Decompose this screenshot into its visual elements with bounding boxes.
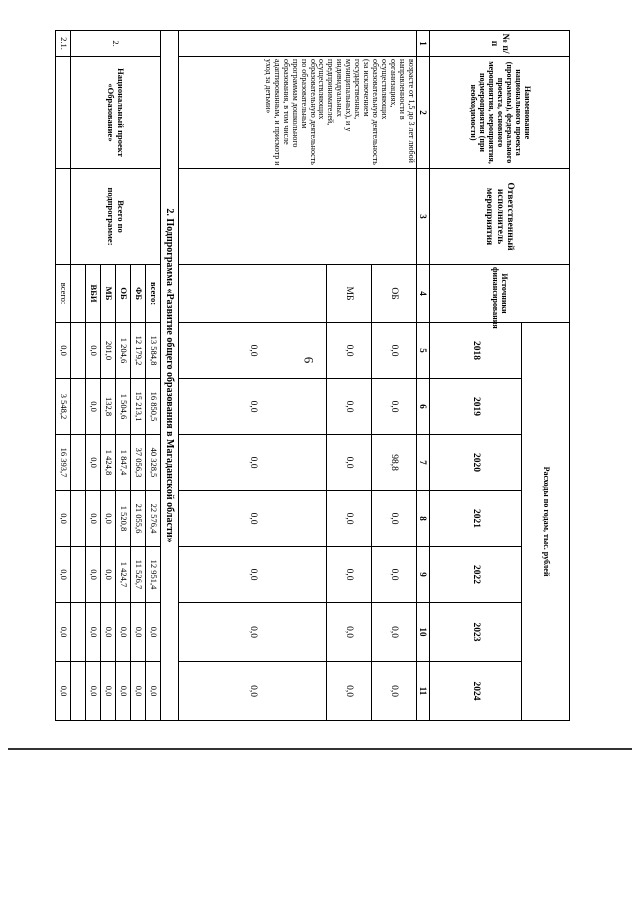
value-cell: 98,8: [372, 435, 417, 491]
value-cell: 0,0: [56, 323, 71, 379]
value-cell: 1 424,8: [101, 435, 116, 491]
executor-cell: [179, 169, 417, 265]
value-cell: 0,0: [146, 603, 161, 662]
column-number: 6: [417, 379, 430, 435]
value-cell: 16 850,5: [146, 379, 161, 435]
value-cell: 0,0: [101, 603, 116, 662]
header-year: 2019: [430, 379, 522, 435]
event-description: возрасте от 1,5 до 3 лет любой направленности в организациях, осуществляющих образовательную деятельность (за исключением государственных, муниципальных), и у индивидуальных предпринимателей, осуществляющих образовательную деятельность по образовательным программам дошкольного образования, в том числе адаптированным, и присмотр и уход за детьми»: [179, 57, 417, 169]
value-cell: [71, 323, 86, 379]
source-cell: всего:: [56, 265, 71, 323]
column-number: 1: [417, 31, 430, 57]
subprogram-row: [161, 31, 179, 721]
value-cell: 0,0: [327, 379, 372, 435]
value-cell: 1 520,8: [116, 491, 131, 547]
value-cell: 0,0: [116, 662, 131, 721]
value-cell: 0,0: [101, 662, 116, 721]
value-cell: 0,0: [131, 662, 146, 721]
value-cell: 0,0: [372, 491, 417, 547]
value-cell: 1 424,7: [116, 547, 131, 603]
value-cell: 1 504,6: [116, 379, 131, 435]
column-number: 4: [417, 265, 430, 323]
value-cell: 201,0: [101, 323, 116, 379]
name-cell: [56, 57, 71, 169]
header-executor: Ответственный исполнитель мероприятия: [430, 169, 570, 265]
header-expenses: Расходы по годам, тыс. рублей: [522, 323, 570, 721]
value-cell: 0,0: [116, 603, 131, 662]
value-cell: 0,0: [146, 662, 161, 721]
header-source: Источники финансирования: [430, 265, 570, 323]
value-cell: 1 847,4: [116, 435, 131, 491]
value-cell: [71, 547, 86, 603]
value-cell: 3 548,2: [56, 379, 71, 435]
column-number: 2: [417, 57, 430, 169]
budget-table-sheet: [60, 30, 570, 720]
header-row: [522, 31, 570, 721]
value-cell: 0,0: [179, 435, 327, 491]
value-cell: 0,0: [327, 491, 372, 547]
column-number: 9: [417, 547, 430, 603]
value-cell: 0,0: [86, 435, 101, 491]
header-year: 2024: [430, 662, 522, 721]
source-cell: ВБИ: [86, 265, 101, 323]
column-number: 7: [417, 435, 430, 491]
source-cell: ФБ: [131, 265, 146, 323]
value-cell: 12 179,2: [131, 323, 146, 379]
value-cell: 0,0: [327, 435, 372, 491]
value-cell: 0,0: [372, 379, 417, 435]
value-cell: 13 584,8: [146, 323, 161, 379]
table-row: [146, 31, 161, 721]
column-number-row: [417, 31, 430, 721]
value-cell: 40 328,5: [146, 435, 161, 491]
value-cell: 0,0: [372, 547, 417, 603]
row-num-cell: [179, 31, 417, 57]
column-number: 8: [417, 491, 430, 547]
value-cell: 0,0: [56, 491, 71, 547]
value-cell: 0,0: [86, 662, 101, 721]
table-row: [372, 31, 417, 721]
value-cell: 0,0: [86, 547, 101, 603]
header-year: 2023: [430, 603, 522, 662]
value-cell: 0,0: [179, 323, 327, 379]
value-cell: 0,0: [327, 603, 372, 662]
row-num-cell: 2.: [71, 31, 161, 57]
value-cell: 0,0: [56, 603, 71, 662]
page-number: 6: [301, 356, 317, 364]
budget-table: [55, 30, 570, 721]
value-cell: 0,0: [179, 491, 327, 547]
source-cell: ОБ: [116, 265, 131, 323]
value-cell: 21 055,6: [131, 491, 146, 547]
column-number: 3: [417, 169, 430, 265]
value-cell: 1 204,6: [116, 323, 131, 379]
value-cell: 132,8: [101, 379, 116, 435]
value-cell: [71, 662, 86, 721]
value-cell: 0,0: [101, 547, 116, 603]
value-cell: 0,0: [372, 662, 417, 721]
value-cell: 22 576,4: [146, 491, 161, 547]
header-name: Наименование национального проекта (программы), федерального проекта, основного мероприятия, мероприятия, подмероприятия (при необходимости): [430, 57, 570, 169]
value-cell: [71, 491, 86, 547]
value-cell: 0,0: [327, 323, 372, 379]
value-cell: 0,0: [56, 662, 71, 721]
value-cell: 37 056,3: [131, 435, 146, 491]
source-cell: ОБ: [372, 265, 417, 323]
column-number: 11: [417, 662, 430, 721]
value-cell: 0,0: [179, 603, 327, 662]
value-cell: 11 526,7: [131, 547, 146, 603]
page-divider: [8, 748, 632, 750]
header-year: 2021: [430, 491, 522, 547]
column-number: 10: [417, 603, 430, 662]
value-cell: 0,0: [179, 662, 327, 721]
value-cell: 0,0: [372, 603, 417, 662]
value-cell: 0,0: [86, 379, 101, 435]
column-number: 5: [417, 323, 430, 379]
row-num-cell: 2.1.: [56, 31, 71, 57]
value-cell: 0,0: [372, 323, 417, 379]
source-cell: [71, 265, 86, 323]
value-cell: 0,0: [101, 491, 116, 547]
source-cell: [179, 265, 327, 323]
value-cell: 16 393,7: [56, 435, 71, 491]
value-cell: 0,0: [86, 323, 101, 379]
header-year: 2018: [430, 323, 522, 379]
value-cell: 0,0: [327, 547, 372, 603]
source-cell: МБ: [101, 265, 116, 323]
value-cell: 0,0: [179, 547, 327, 603]
value-cell: 0,0: [131, 603, 146, 662]
header-year: 2020: [430, 435, 522, 491]
header-num: № п/п: [430, 31, 570, 57]
value-cell: 12 951,4: [146, 547, 161, 603]
project-name: Национальный проект «Образование»: [71, 57, 161, 169]
subprogram-title: 2. Подпрограмма «Развитие общего образования в Магаданской области»: [161, 31, 179, 721]
value-cell: 0,0: [179, 379, 327, 435]
value-cell: 0,0: [86, 603, 101, 662]
value-cell: 0,0: [86, 491, 101, 547]
table-row: [56, 31, 71, 721]
subprogram-total-label: Всего по подпрограмме:: [71, 169, 161, 265]
value-cell: 0,0: [56, 547, 71, 603]
value-cell: [71, 379, 86, 435]
value-cell: 15 213,1: [131, 379, 146, 435]
value-cell: [71, 603, 86, 662]
executor-cell: [56, 169, 71, 265]
header-year: 2022: [430, 547, 522, 603]
source-cell: МБ: [327, 265, 372, 323]
value-cell: 0,0: [327, 662, 372, 721]
source-cell: всего:: [146, 265, 161, 323]
value-cell: [71, 435, 86, 491]
